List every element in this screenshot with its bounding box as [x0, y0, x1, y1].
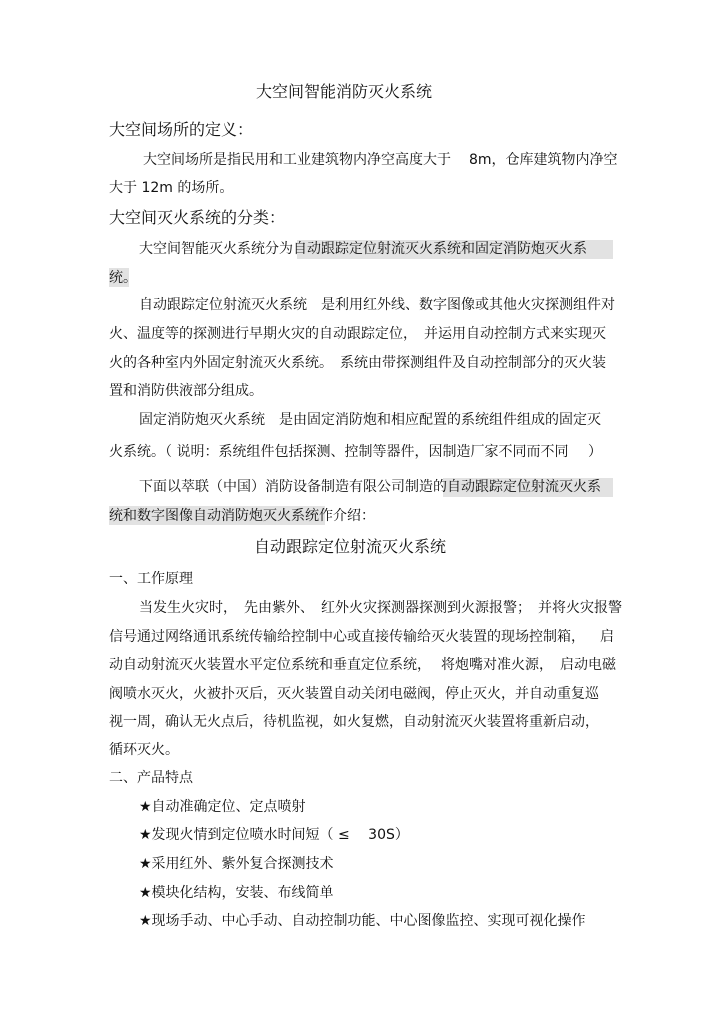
fixed-cannon-paragraph: 固定消防炮灭火系统 是由固定消防炮和相应配置的系统组件组成的固定灭 — [139, 412, 601, 428]
feature-item: ★自动准确定位、定点喷射 — [139, 799, 306, 815]
auto-system-paragraph: 自动跟踪定位射流灭火系统 是利用红外线、数字图像或其他火灾探测组件对 — [139, 297, 615, 313]
feature-item: ★发现火情到定位喷水时间短（ ≤ 30S） — [139, 827, 409, 843]
definition-text: 大空间场所是指民用和工业建筑物内净空高度大于 — [143, 152, 451, 168]
classification-text: 统。 — [109, 270, 137, 286]
working-principle-text: 动自动射流灭火装置水平定位系统和垂直定位系统， — [109, 657, 431, 673]
working-principle-text: 将炮嘴对准火源， 启动电磁 — [441, 657, 616, 673]
auto-system-paragraph: 火、温度等的探测进行早期火灾的自动跟踪定位， 并运用自动控制方式来实现灭 — [109, 326, 606, 342]
intro-paragraph: 统和数字图像自动消防炮灭火系统作介绍： — [109, 508, 375, 524]
classification-text: 大空间智能灭火系统分为自动跟踪定位射流灭火系统和固定消防炮灭火系 — [139, 241, 587, 257]
working-principle-text: 循环灭火。 — [109, 742, 179, 758]
definition-text: 大于 12m 的场所。 — [109, 180, 234, 196]
working-principle-text: 阀喷水灭火，火被扑灭后，灭火装置自动关闭电磁阀，停止灭火，并自动重复巡 — [109, 686, 599, 702]
classification-heading: 大空间灭火系统的分类： — [109, 208, 286, 227]
section-title: 自动跟踪定位射流灭火系统 — [254, 537, 447, 556]
definition-heading: 大空间场所的定义： — [109, 120, 254, 139]
auto-system-paragraph: 火的各种室内外固定射流灭火系统。 系统由带探测组件及自动控制部分的灭火装 — [109, 355, 606, 371]
product-features-heading: 二、产品特点 — [109, 770, 193, 786]
auto-system-paragraph: 置和消防供液部分组成。 — [109, 383, 263, 399]
intro-paragraph: 下面以萃联（中国）消防设备制造有限公司制造的自动跟踪定位射流灭火系 — [139, 479, 601, 495]
working-principle-text: 启 — [600, 629, 614, 645]
feature-item: ★现场手动、中心手动、自动控制功能、中心图像监控、实现可视化操作 — [139, 913, 586, 929]
working-principle-text: 信号通过网络通讯系统传输给控制中心或直接传输给灭火装置的现场控制箱， — [109, 629, 585, 645]
page-title: 大空间智能消防灭火系统 — [256, 82, 433, 101]
working-principle-heading: 一、工作原理 — [109, 571, 193, 587]
fixed-cannon-paragraph: ） — [588, 444, 602, 460]
working-principle-text: 视一周，确认无火点后，待机监视，如火复燃，自动射流灭火装置将重新启动， — [109, 714, 599, 730]
feature-item: ★模块化结构，安装、布线简单 — [139, 885, 334, 901]
feature-item: ★采用红外、紫外复合探测技术 — [139, 856, 334, 872]
fixed-cannon-paragraph: 火系统。（ 说明：系统组件包括探测、控制等器件，因制造厂家不同而不同 — [109, 444, 569, 460]
working-principle-text: 当发生火灾时， 先由紫外、 红外火灾探测器探测到火源报警； 并将火灾报警 — [139, 600, 622, 616]
definition-text: 8m，仓库建筑物内净空 — [469, 152, 618, 168]
